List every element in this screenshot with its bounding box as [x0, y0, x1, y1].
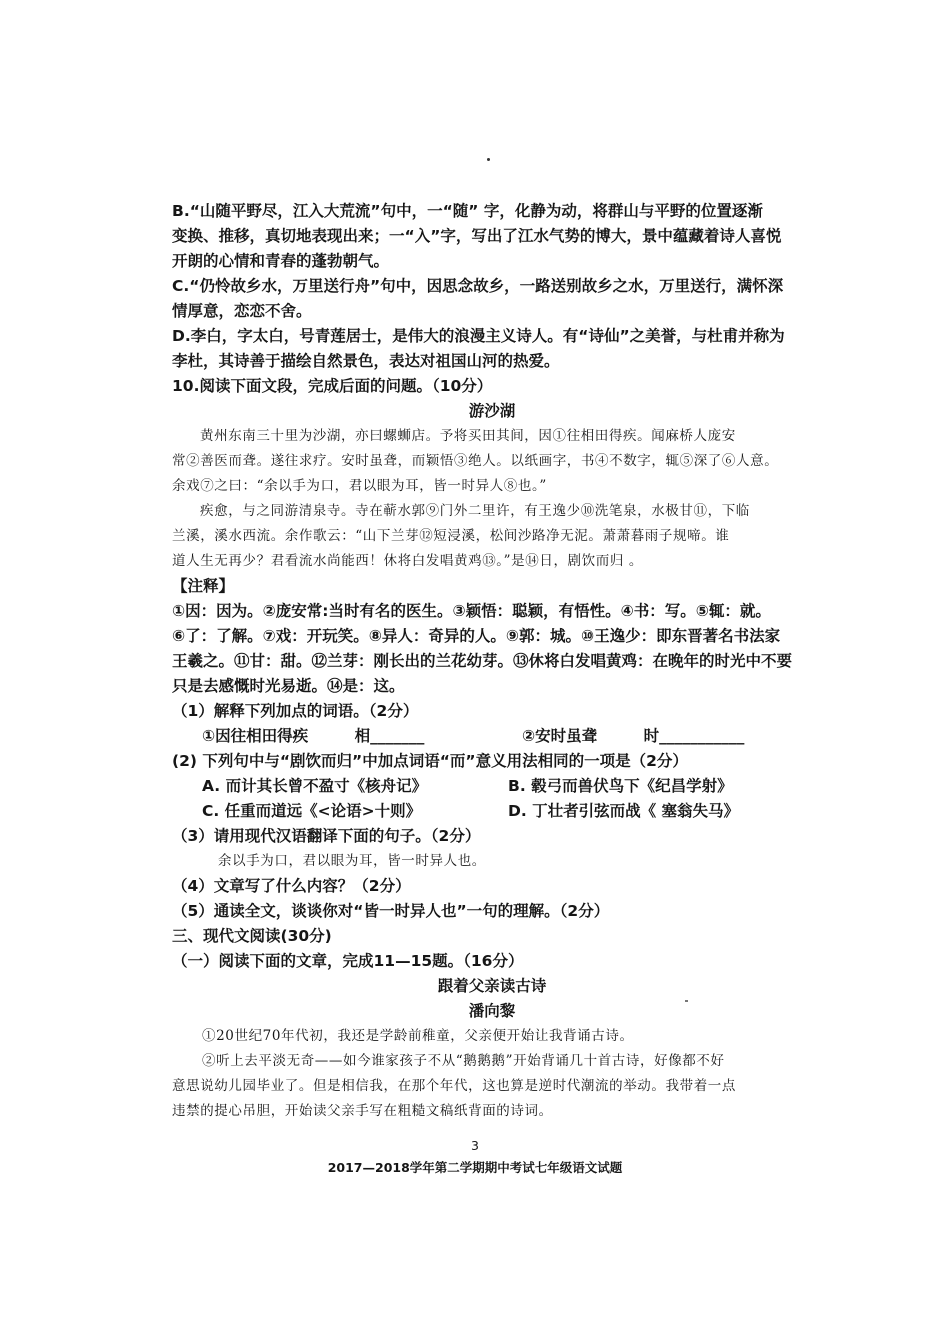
options-row-1	[172, 774, 812, 799]
fill-in-blank-row	[172, 724, 812, 749]
text-line: C.“仍怜故乡水，万里送行舟”句中，因思念故乡，一路送别故乡之水，万里送行，满怀深	[172, 277, 784, 295]
text-line: （4）文章写了什么内容？（2分）	[172, 877, 411, 895]
text-line: 意思说幼儿园毕业了。但是相信我，在那个年代，这也算是逆时代潮流的举动。我带着一点	[172, 1078, 736, 1094]
text-line: 道人生无再少？君看流水尚能西！休将白发唱黄鸡⑬。”是⑭日，剧饮而归 。	[172, 553, 643, 569]
text-line: 王羲之。⑪甘：甜。⑫兰芽：刚长出的兰花幼芽。⑬休将白发唱黄鸡：在晚年的时光中不要	[172, 652, 793, 670]
options-row-2	[172, 799, 812, 824]
text-line: 三、现代文阅读(30分)	[172, 927, 332, 945]
option-d: D. 丁壮者引弦而战《 塞翁失马》	[508, 802, 740, 820]
option-b: B. 毂弓而兽伏鸟下《纪昌学射》	[508, 777, 733, 795]
question-2: (2) 下列句中与“剧饮而归”中加点词语“而”意义用法相同的一项是（2分）	[172, 752, 688, 770]
text-line: 潘向黎	[468, 1002, 516, 1020]
text-line: （1）解释下列加点的词语。（2分）	[172, 702, 419, 720]
option-a: A. 而计其长曾不盈寸《核舟记》	[202, 777, 428, 795]
text-line: 开朗的心情和青春的蓬勃朝气。	[172, 252, 390, 270]
text-line: 10.阅读下面文段，完成后面的问题。（10分）	[172, 377, 493, 395]
text-line: ①因：因为。②庞安常:当时有名的医生。③颖悟：聪颖，有悟性。④书：写。⑤辄：就。	[172, 602, 771, 620]
footer-title: 2017—2018学年第二学期期中考试七年级语文试题	[327, 1160, 623, 1175]
text-line: ①20世纪70年代初，我还是学龄前稚童，父亲便开始让我背诵古诗。	[202, 1028, 634, 1044]
notes-and-question-1	[172, 574, 812, 724]
text-line: B.“山随平野尽，江入大荒流”句中，一“随” 字，化静为动，将群山与平野的位置逐渐	[172, 202, 763, 220]
text-line: （一）阅读下面的文章，完成11—15题。（16分）	[172, 952, 524, 970]
poem-options-and-classical-passage	[172, 199, 812, 574]
text-line: 李杜，其诗善于描绘自然景色，表达对祖国山河的热爱。	[172, 352, 560, 370]
text-line: 游沙湖	[468, 402, 516, 420]
text-line: 只是去感慨时光易逝。⑭是：这。	[172, 677, 405, 695]
page-number: 3	[471, 1138, 479, 1153]
text-line: 黄州东南三十里为沙湖，亦曰螺蛳店。予将买田其间，因①往相田得疾。闻麻桥人庞安	[200, 428, 736, 444]
text-line: 情厚意，恋恋不舍。	[172, 302, 312, 320]
text-line: 违禁的提心吊胆，开始读父亲手写在粗糙文稿纸背面的诗词。	[172, 1103, 553, 1119]
text-line: ②听上去平淡无奇——如今谁家孩子不从“鹅鹅鹅”开始背诵几十首古诗，好像都不好	[202, 1053, 725, 1069]
scan-speck	[487, 158, 490, 161]
exam-content	[172, 199, 812, 1124]
text-line: 疾愈，与之同游清泉寺。寺在蕲水郭⑨门外二里许，有王逸少⑩洗笔泉，水极甘⑪，下临	[200, 503, 750, 519]
text-line: 余以手为口，君以眼为耳，皆一时异人也。	[218, 853, 486, 869]
blank-item-1: ①因往相田得疾 相_______	[202, 727, 425, 745]
text-line: 跟着父亲读古诗	[437, 977, 547, 995]
text-line: 变换、推移，真切地表现出来；一“入”字，写出了江水气势的博大，景中蕴藏着诗人喜悦	[172, 227, 782, 245]
questions-and-modern-reading	[172, 824, 812, 1124]
text-line: D.李白，字太白，号青莲居士，是伟大的浪漫主义诗人。有“诗仙”之美誉，与杜甫并称为	[172, 327, 785, 345]
text-line: 常②善医而聋。遂往求疗。安时虽聋，而颖悟③绝人。以纸画字，书④不数字，辄⑤深了⑥人意。	[172, 453, 779, 469]
option-c: C. 任重而道远《<论语>十则》	[202, 802, 422, 820]
blank-item-2: ②安时虽聋 时___________	[522, 727, 745, 745]
text-line: 余戏⑦之曰：“余以手为口，君以眼为耳，皆一时异人⑧也。”	[172, 478, 547, 494]
text-line: 【注释】	[172, 577, 235, 595]
text-line: ⑥了：了解。⑦戏：开玩笑。⑧异人：奇异的人。⑨郭：城。⑩王逸少：即东晋著名书法家	[172, 627, 781, 645]
text-line: （3）请用现代汉语翻译下面的句子。（2分）	[172, 827, 481, 845]
text-line: 兰溪，溪水西流。余作歌云：“山下兰芽⑫短浸溪，松间沙路净无泥。萧萧暮雨子规啼。谁	[172, 528, 730, 544]
text-line: （5）通读全文，谈谈你对“皆一时异人也”一句的理解。（2分）	[172, 902, 610, 920]
